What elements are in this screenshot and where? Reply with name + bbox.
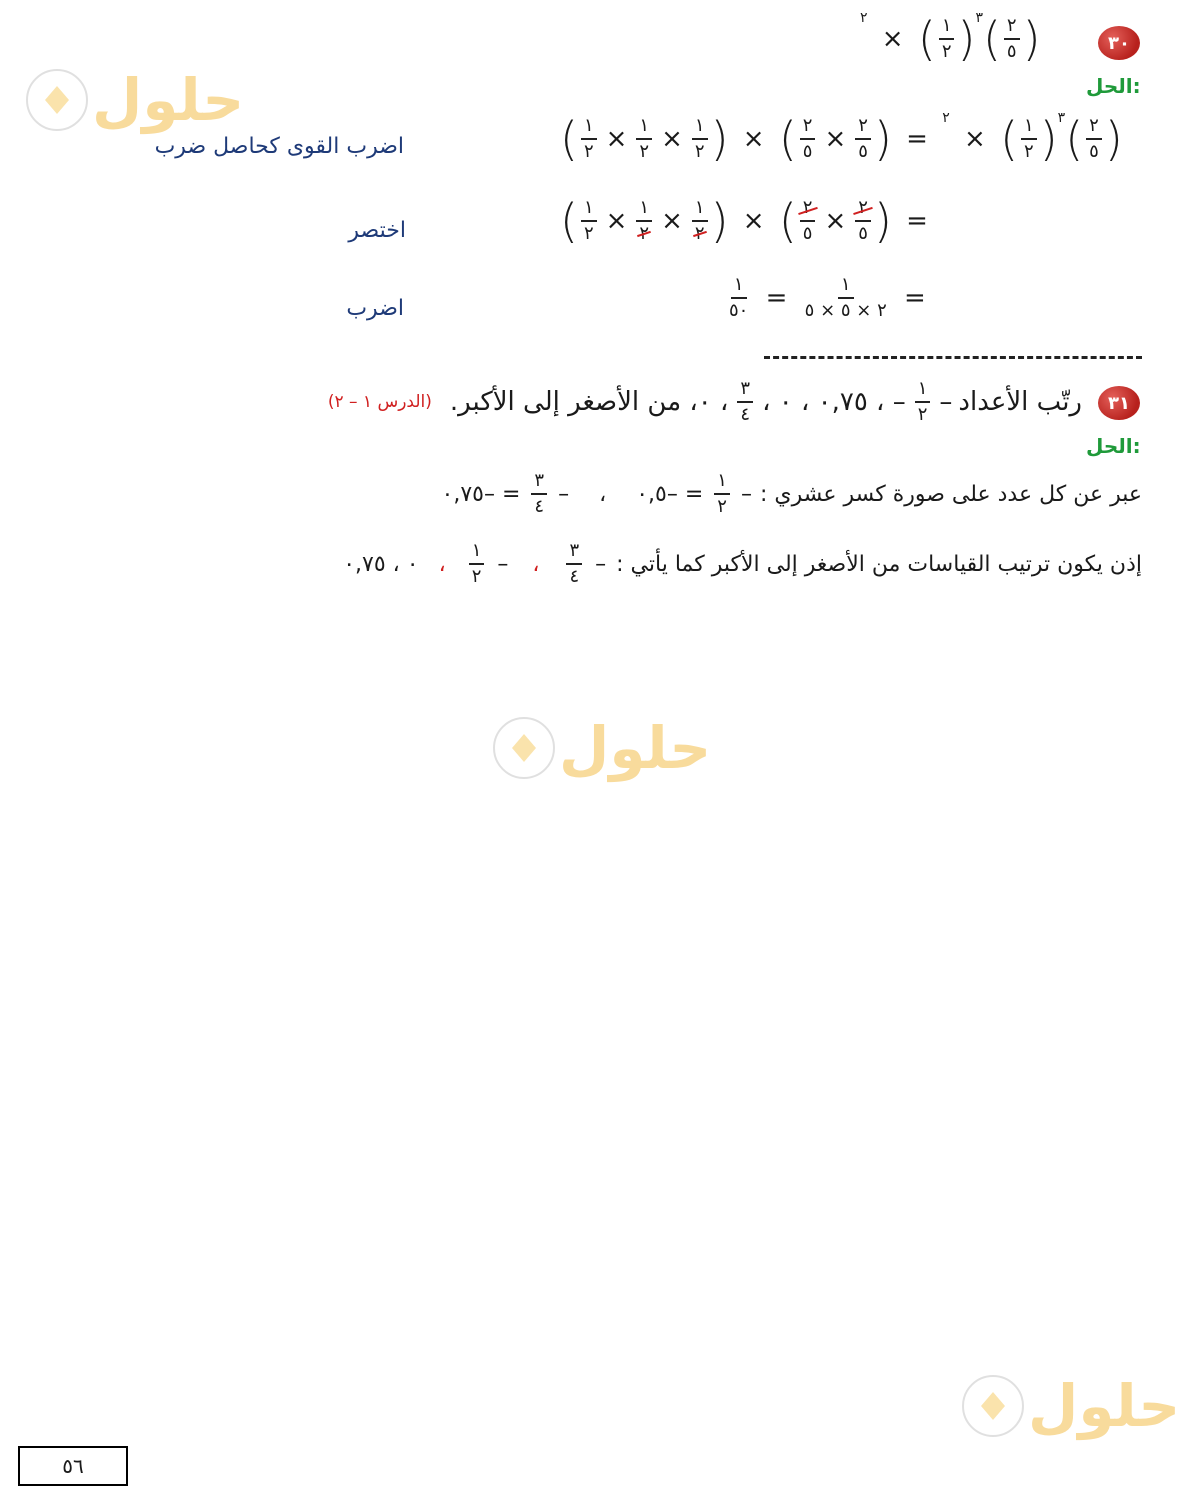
equals-sign: = (906, 124, 928, 154)
denominator: ٤ (740, 404, 751, 425)
denominator: ٤ (534, 496, 545, 517)
q30-step-3 (726, 276, 932, 320)
denominator: ٢ (694, 141, 705, 162)
watermark-logo-middle (493, 714, 711, 782)
comma: ، (438, 551, 446, 577)
numerator: ١ (581, 117, 597, 140)
numerator: ١ (636, 117, 652, 140)
cancelled-numerator: ٢ (800, 199, 816, 222)
numerator: ٣ (566, 542, 582, 565)
question-31-badge (1098, 386, 1140, 420)
times-sign: × (661, 124, 683, 154)
q30-step-1-note: اضرب القوى كحاصل ضرب (154, 134, 404, 159)
numerator: ١ (1021, 117, 1037, 140)
numerator: ١ (915, 380, 931, 403)
question-30-number: ٣٠ (1108, 32, 1130, 54)
decimal-value-half: = –٠,٥ (636, 481, 704, 507)
numerator: ٢ (1004, 17, 1020, 40)
watermark-text: حلول (559, 714, 712, 782)
times-sign: × (742, 124, 765, 154)
q31-step-2 (343, 542, 1142, 586)
numerator: ١ (939, 17, 955, 40)
exponent: ٢ (942, 110, 950, 126)
denominator: ٥ (802, 141, 813, 162)
question-31-number: ٣١ (1108, 392, 1130, 414)
numerator: ٣ (531, 472, 547, 495)
page-number-box (18, 1446, 128, 1486)
comma: ، (599, 481, 607, 507)
watermark-book-icon (26, 69, 88, 131)
numerator: ١ (469, 542, 485, 565)
q30-step-2: ( $\frac{١}{٢}$ × $\frac{١}{٢}$ × $\frac{١}{٢}$ ) × ( $\frac{٢}{٥}$ × $\frac{٢}{٥}$ ) = (560, 194, 928, 248)
numerator: ١ (838, 276, 854, 299)
numerator: ٢ (855, 117, 871, 140)
numerator: ١ (692, 117, 708, 140)
page-number: ٥٦ (62, 1454, 84, 1478)
numerator: ٢ (800, 117, 816, 140)
denominator: ٢ (583, 223, 594, 244)
denominator: ٢ (583, 141, 594, 162)
watermark-book-icon (493, 717, 555, 779)
watermark-text: حلول (92, 66, 245, 134)
cancelled-numerator: ٢ (855, 199, 871, 222)
times-sign: × (824, 206, 847, 236)
solution-label-31: الحل: (1086, 434, 1141, 458)
question-31-prefix: رتّب الأعداد (958, 387, 1082, 417)
question-31-suffix: ، ٠، من الأصغر إلى الأكبر. (449, 387, 729, 417)
times-sign: × (824, 124, 847, 154)
times-sign: × (605, 206, 628, 236)
minus-sign: – (558, 481, 570, 507)
question-31-numbers: – ، ٠,٧٥ ، ٠ ، (762, 387, 906, 417)
exponent: ٣ (975, 10, 983, 26)
question-30-expression: $^٣$( $\frac{١}{٢}$ ) × $^٢$ ( $\frac{٢}{٥}$ ) (860, 10, 1041, 66)
watermark-logo-top (26, 66, 244, 134)
ordered-tail: ٠ ، ٠,٧٥ (343, 551, 419, 577)
numerator: ٣ (737, 380, 753, 403)
denominator: ٥ (1089, 141, 1099, 162)
times-sign: × (661, 206, 683, 236)
denominator: ٢ (1024, 141, 1034, 162)
decimal-value-three-quarters: = –٠,٧٥ (441, 481, 521, 507)
times-sign: × (881, 24, 904, 54)
exponent: ٢ (860, 10, 868, 26)
denominator: ٥ (802, 223, 813, 244)
q31-step-1-text: عبر عن كل عدد على صورة كسر عشري : (759, 481, 1142, 507)
exponent: ٣ (1057, 110, 1066, 126)
times-sign: × (964, 124, 986, 154)
times-sign: × (605, 124, 628, 154)
denominator: ٢ (639, 141, 650, 162)
denominator: ٤ (569, 566, 580, 587)
numerator: ١ (714, 472, 730, 495)
numerator: ١ (581, 199, 597, 222)
denominator: ٢ (917, 404, 928, 425)
minus-sign: – (497, 551, 509, 577)
watermark-logo-bottom (962, 1372, 1180, 1440)
q30-step-3-note: اضرب (346, 296, 404, 321)
watermark-book-icon (962, 1375, 1024, 1437)
denominator: ٢ × ٥ × ٥ (804, 300, 887, 321)
numerator: ١ (692, 199, 708, 222)
comma: ، (532, 551, 540, 577)
equals-sign: = (906, 206, 928, 236)
q31-step-1 (442, 472, 1142, 516)
watermark-text: حلول (1028, 1372, 1181, 1440)
q30-step-1: ( $\frac{١}{٢}$ × $\frac{١}{٢}$ × $\frac{١}{٢}$ ) × ( $\frac{٢}{٥}$ × $\frac{٢}{٥}$ ) = $^٣$( $\frac{١}{٢}$ ) × $^٢$ ( $\frac{٢}{٥}$ ) (560, 110, 1123, 166)
numerator: ١ (731, 276, 747, 299)
question-31-text (328, 380, 1082, 424)
denominator: ٥٠ (729, 300, 749, 321)
denominator: ٢ (471, 566, 482, 587)
equals-sign: = (765, 283, 788, 313)
numerator: ٢ (1086, 117, 1102, 140)
denominator: ٥ (1006, 41, 1017, 62)
lesson-reference: (الدرس ١ – ٢) (327, 392, 432, 412)
question-30-badge (1098, 26, 1140, 60)
minus-sign: – (595, 551, 607, 577)
minus-sign: – (740, 481, 752, 507)
cancelled-denominator: ٢ (694, 223, 705, 244)
q31-step-2-text: إذن يكون ترتيب القياسات من الأصغر إلى الأكبر كما يأتي : (616, 551, 1142, 577)
times-sign: × (742, 206, 765, 236)
denominator: ٢ (941, 41, 952, 62)
cancelled-denominator: ٢ (639, 223, 650, 244)
denominator: ٥ (858, 141, 868, 162)
denominator: ٥ (858, 223, 868, 244)
equals-sign: = (904, 283, 926, 313)
minus-sign: – (939, 387, 953, 417)
numerator: ١ (636, 199, 652, 222)
section-separator (764, 356, 1142, 359)
denominator: ٢ (717, 496, 727, 517)
solution-label-30: الحل: (1086, 74, 1141, 98)
q30-step-2-note: اختصر (348, 218, 406, 243)
